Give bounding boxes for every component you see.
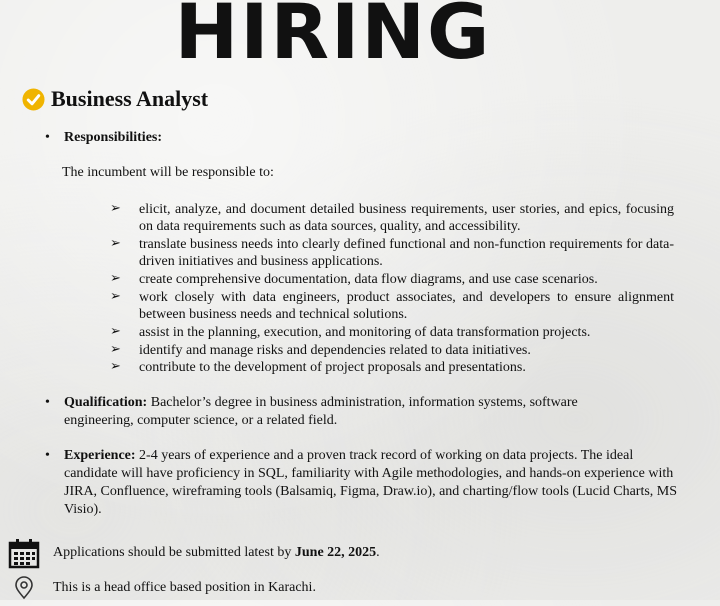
bullet-dot: • (45, 448, 50, 463)
responsibility-item: contribute to the development of project proposals and presentations. (139, 360, 526, 375)
deadline-suffix: . (376, 545, 380, 560)
job-title-row (22, 86, 208, 112)
arrow-bullet-icon: ➢ (110, 271, 121, 286)
deadline-prefix: Applications should be submitted latest by (53, 545, 295, 560)
experience-text: 2-4 years of experience and a proven track record of working on data projects. The ideal candidate will have proficiency in SQL, familiarity with Agile methodologies, and hands-on experience with JIRA, Confluence, wireframing tools (Balsamiq, Figma, Draw.io), and charting/flow tools (Lucid Charts, MS Visio). (64, 448, 678, 517)
arrow-bullet-icon: ➢ (110, 289, 121, 304)
deadline-row (8, 537, 380, 569)
responsibility-item: work closely with data engineers, product associates, and developers to ensure alignment between business needs and technical solutions. (139, 290, 674, 322)
responsibility-item: create comprehensive documentation, data flow diagrams, and use case scenarios. (139, 272, 598, 287)
arrow-bullet-icon: ➢ (110, 359, 121, 374)
bullet-dot: • (45, 130, 50, 145)
arrow-bullet-icon: ➢ (110, 324, 121, 339)
responsibility-item: identify and manage risks and dependencies related to data initiatives. (139, 343, 531, 358)
arrow-bullet-icon: ➢ (110, 342, 121, 357)
responsibilities-heading: Responsibilities: (64, 130, 163, 145)
hiring-title: HIRING (174, 0, 492, 76)
responsibility-item: translate business needs into clearly defined functional and non-function requirements for data-driven initiatives and business applications. (139, 237, 674, 269)
deadline-text (53, 544, 380, 562)
location-text: This is a head office based position in Karachi. (53, 580, 316, 595)
responsibilities-intro: The incumbent will be responsible to: (62, 165, 274, 180)
experience-label: Experience: (64, 448, 136, 463)
experience-paragraph (64, 447, 684, 519)
qualification-label: Qualification: (64, 395, 148, 410)
bullet-dot: • (45, 395, 50, 410)
qualification-paragraph (64, 394, 624, 430)
location-pin-icon (8, 576, 40, 600)
qualification-text: Bachelor’s degree in business administration, information systems, software engineering, computer science, or a related field. (64, 395, 578, 428)
job-title: Business Analyst (51, 86, 209, 111)
responsibility-item: assist in the planning, execution, and monitoring of data transformation projects. (139, 325, 591, 340)
calendar-icon (8, 537, 40, 569)
location-row (8, 576, 316, 600)
arrow-bullet-icon: ➢ (110, 201, 121, 216)
check-circle-icon (22, 88, 45, 111)
deadline-date: June 22, 2025 (294, 545, 377, 560)
arrow-bullet-icon: ➢ (110, 236, 121, 251)
responsibility-item: elicit, analyze, and document detailed business requirements, user stories, and epics, focusing on data requirements such as data sources, quality, and accessibility. (139, 202, 674, 234)
